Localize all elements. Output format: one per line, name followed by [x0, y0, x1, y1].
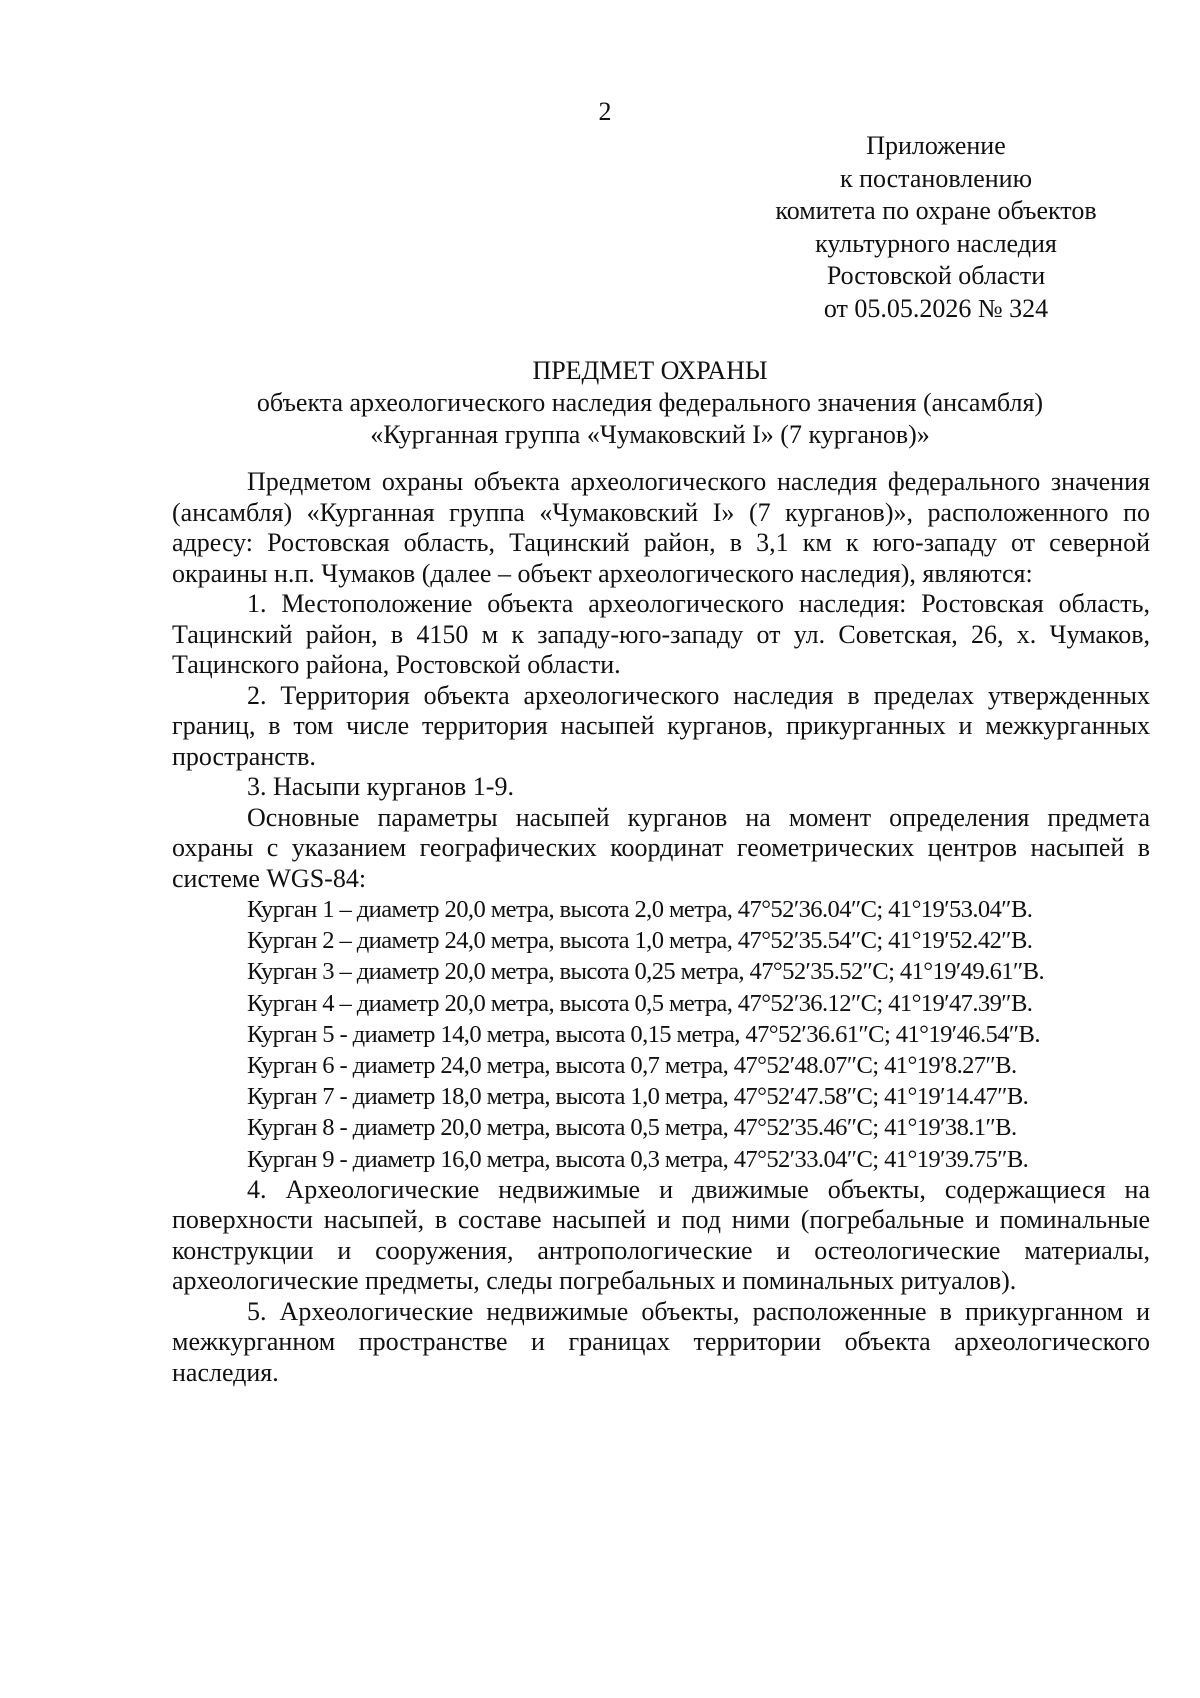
appendix-date-line: от 05.05.2026 № 324: [823, 293, 1049, 323]
title-subline: «Курганная группа «Чумаковский I» (7 курганов)»: [370, 420, 930, 449]
kurgan-row: Курган 7 - диаметр 18,0 метра, высота 1,0 метра, 47°52′47.58″С; 41°19′14.47″В.: [247, 1083, 1029, 1111]
page-number: 2: [598, 97, 612, 126]
kurgan-row: Курган 2 – диаметр 24,0 метра, высота 1,0 метра, 47°52′35.54″С; 41°19′52.42″В.: [247, 927, 1033, 955]
title-subline: объекта археологического наследия федерального значения (ансамбля): [256, 388, 1044, 417]
kurgan-row: Курган 3 – диаметр 20,0 метра, высота 0,25 метра, 47°52′35.52″С; 41°19′49.61″В.: [247, 958, 1045, 986]
item-objects: 4. Археологические недвижимые и движимые объекты, содержащиеся на поверхности насыпей, в составе насыпей и под ними (погребальные и поминальные конструкции и сооружения, антропологические и остеологические материалы, археологические предметы, следы погребальных и поминальных ритуалов).: [172, 1174, 1150, 1296]
appendix-line: к постановлению: [839, 163, 1033, 193]
item-territory: 2. Территория объекта археологического наследия в пределах утвержденных границ, в том числе территория насыпей курганов, прикурганных и межкурганных пространств.: [172, 680, 1150, 771]
kurgan-row: Курган 4 – диаметр 20,0 метра, высота 0,5 метра, 47°52′36.12″С; 41°19′47.39″В.: [247, 989, 1033, 1017]
title-heading: ПРЕДМЕТ ОХРАНЫ: [532, 356, 768, 385]
item-immovable-objects: 5. Археологические недвижимые объекты, расположенные в прикурганном и межкурганном пространстве и границах территории объекта археологического наследия.: [172, 1296, 1150, 1387]
kurgan-row: Курган 9 - диаметр 16,0 метра, высота 0,3 метра, 47°52′33.04″С; 41°19′39.75″В.: [247, 1145, 1029, 1173]
document-body: [172, 467, 1150, 1388]
appendix-stamp: [740, 130, 1132, 326]
appendix-line: Ростовской области: [826, 261, 1046, 291]
kurgan-row: Курган 6 - диаметр 24,0 метра, высота 0,7 метра, 47°52′48.07″С; 41°19′8.27″В.: [247, 1052, 1017, 1080]
item-mounds: 3. Насыпи курганов 1-9.: [247, 772, 514, 801]
kurgan-list: [172, 894, 1150, 1175]
appendix-line: Приложение: [866, 131, 1006, 160]
params-intro: Основные параметры насыпей курганов на момент определения предмета охраны с указанием географических координат геометрических центров насыпей в системе WGS-84:: [172, 802, 1150, 893]
appendix-line: комитета по охране объектов: [775, 196, 1097, 226]
kurgan-row: Курган 5 - диаметр 14,0 метра, высота 0,15 метра, 47°52′36.61″С; 41°19′46.54″В.: [247, 1020, 1040, 1048]
appendix-line: культурного наследия: [815, 228, 1057, 258]
kurgan-row: Курган 1 – диаметр 20,0 метра, высота 2,0 метра, 47°52′36.04″С; 41°19′53.04″В.: [247, 896, 1033, 923]
intro-paragraph: Предметом охраны объекта археологического наследия федерального значения (ансамбля) «Курганная группа «Чумаковский I» (7 курганов)», расположенного по адресу: Ростовская область, Тацинский район, в 3,1 км к юго-западу от северной окраины н.п. Чумаков (далее – объект археологического наследия), являются:: [172, 467, 1150, 588]
item-location: 1. Местоположение объекта археологического наследия: Ростовская область, Тацинский район, в 4150 м к западу-юго-западу от ул. Советская, 26, х. Чумаков, Тацинского района, Ростовской области.: [172, 589, 1150, 679]
kurgan-row: Курган 8 - диаметр 20,0 метра, высота 0,5 метра, 47°52′35.46″С; 41°19′38.1″В.: [247, 1114, 1017, 1142]
document-title: [160, 355, 1140, 451]
